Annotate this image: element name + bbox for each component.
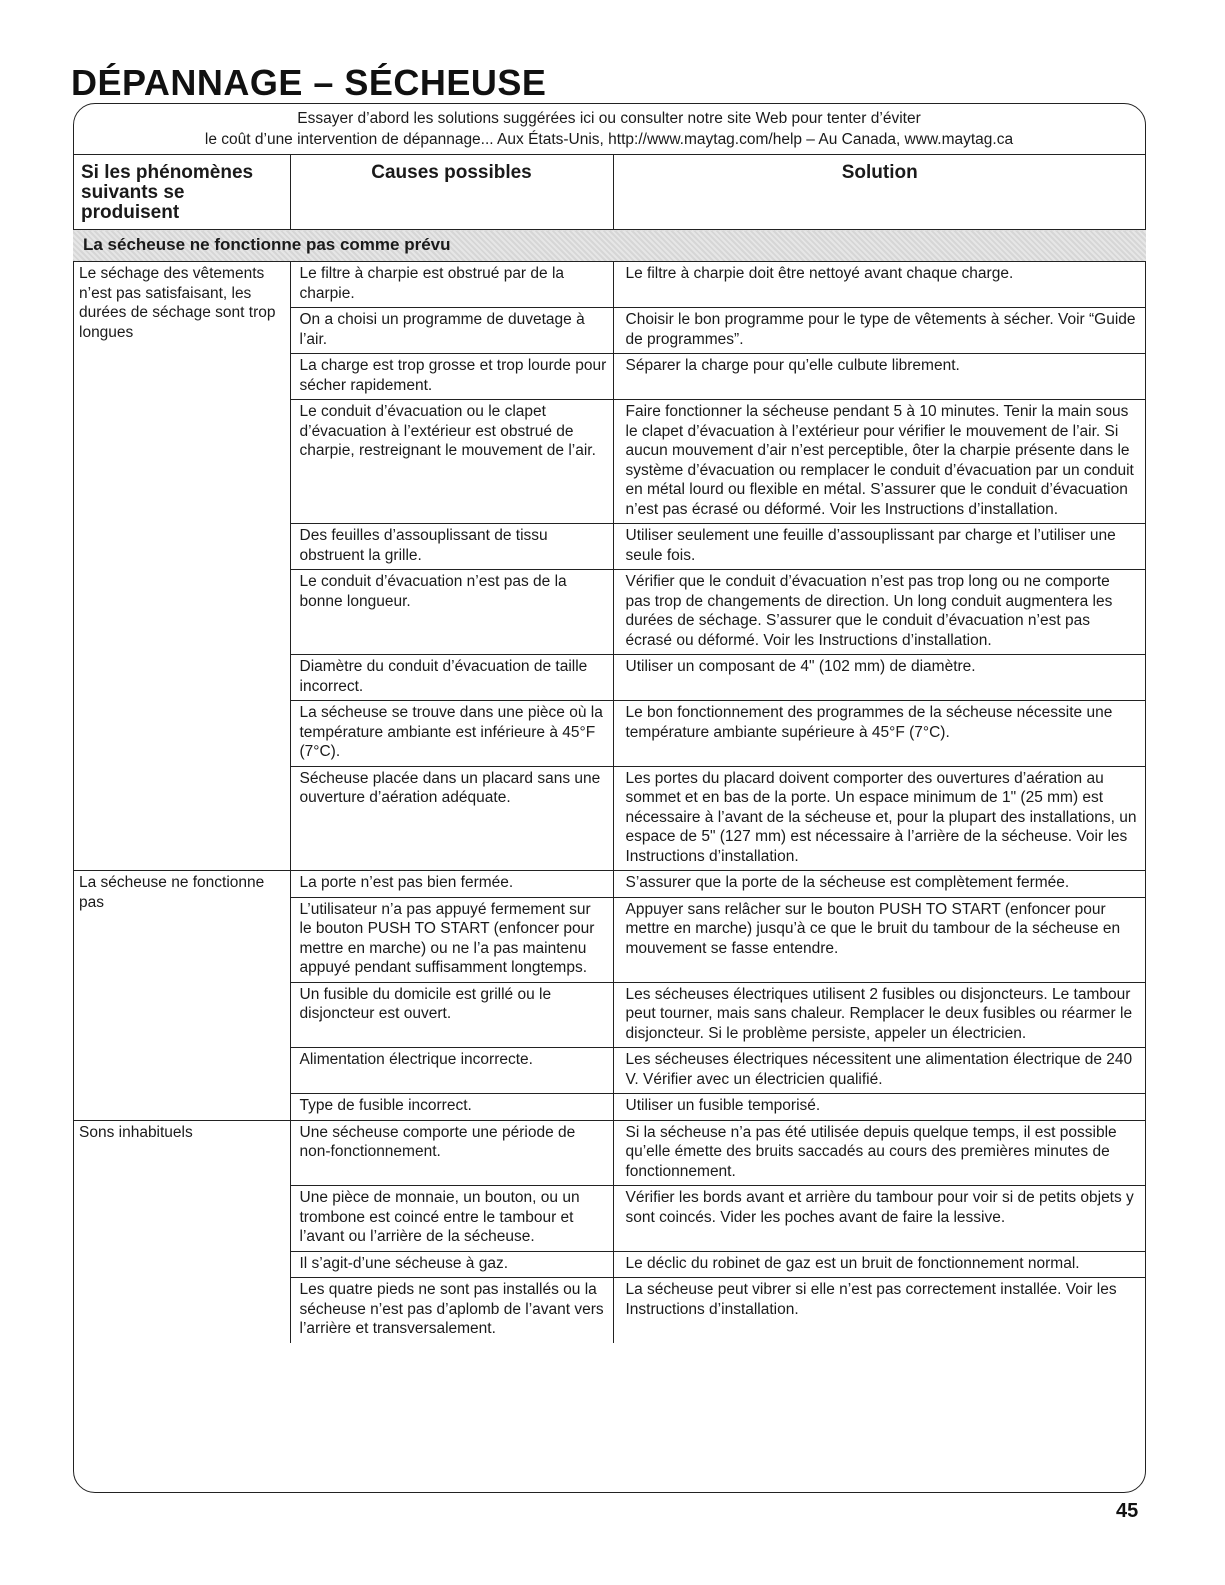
solution-cell: Utiliser un composant de 4" (102 mm) de diamètre. — [613, 655, 1146, 701]
intro-line-1: Essayer d’abord les solutions suggérées ici ou consulter notre site Web pour tenter d’éviter — [297, 110, 921, 127]
cause-cell: Le conduit d’évacuation n’est pas de la bonne longueur. — [290, 570, 613, 655]
cause-cell: On a choisi un programme de duvetage à l’air. — [290, 308, 613, 354]
cause-cell: Un fusible du domicile est grillé ou le disjoncteur est ouvert. — [290, 982, 613, 1048]
cause-cell: Les quatre pieds ne sont pas installés ou la sécheuse n’est pas d’aplomb de l’avant vers l’arrière et transversalement. — [290, 1278, 613, 1343]
solution-cell: Utiliser seulement une feuille d’assouplissant par charge et l’utiliser une seule fois. — [613, 524, 1146, 570]
cause-cell: Type de fusible incorrect. — [290, 1094, 613, 1121]
intro-text — [75, 108, 1143, 150]
section-banner-row — [73, 230, 1146, 262]
symptom-cell: Sons inhabituels — [73, 1120, 290, 1343]
cause-cell: Une pièce de monnaie, un bouton, ou un trombone est coincé entre le tambour et l’avant ou l’arrière de la sécheuse. — [290, 1186, 613, 1252]
solution-cell: Le bon fonctionnement des programmes de la sécheuse nécessite une température ambiante supérieure à 45°F (7°C). — [613, 701, 1146, 767]
symptom-cell: La sécheuse ne fonctionne pas — [73, 871, 290, 1121]
solution-cell: Choisir le bon programme pour le type de vêtements à sécher. Voir “Guide de programmes”. — [613, 308, 1146, 354]
solution-cell: Les portes du placard doivent comporter des ouvertures d’aération au sommet et en bas de la porte. Un espace minimum de 1" (25 mm) est nécessaire à l’avant de la sécheuse et, pour la plupart des installations, un espace de 5" (127 mm) est nécessaire à l’arrière de la sécheuse. Voir les Instructions d’installation. — [613, 766, 1146, 871]
cause-cell: Sécheuse placée dans un placard sans une ouverture d’aération adéquate. — [290, 766, 613, 871]
cause-cell: Diamètre du conduit d’évacuation de taille incorrect. — [290, 655, 613, 701]
cause-cell: L’utilisateur n’a pas appuyé fermement sur le bouton PUSH TO START (enfoncer pour mettre en marche) ou ne l’a pas maintenu appuyé pendant suffisamment longtemps. — [290, 897, 613, 982]
solution-cell: Si la sécheuse n’a pas été utilisée depuis quelque temps, il est possible qu’elle émette des bruits saccadés au cours des premières minutes de fonctionnement. — [613, 1120, 1146, 1186]
table-row — [73, 871, 1146, 898]
solution-cell: Vérifier que le conduit d’évacuation n’est pas trop long ou ne comporte pas trop de changements de direction. Un long conduit augmentera les durées de séchage. S’assurer que le conduit d’évacuation n’est pas écrasé ou déformé. Voir les Instructions d’installation. — [613, 570, 1146, 655]
section-title: La sécheuse ne fonctionne pas comme prévu — [73, 230, 1146, 262]
header-cause: Causes possibles — [290, 155, 613, 230]
cause-cell: Une sécheuse comporte une période de non-fonctionnement. — [290, 1120, 613, 1186]
solution-cell: Faire fonctionner la sécheuse pendant 5 à 10 minutes. Tenir la main sous le clapet d’évacuation à l’extérieur pour vérifier le mouvement de l’air. Si aucun mouvement d’air n’est perceptible, ôter la charpie présente dans le système d’évacuation ou remplacer le conduit d’évacuation par un conduit en métal lourd ou flexible en métal. S’assurer que le conduit d’évacuation n’est pas écrasé ou déformé. Voir les Instructions d’installation. — [613, 400, 1146, 524]
page-number: 45 — [1116, 1500, 1139, 1522]
cause-cell: Le conduit d’évacuation ou le clapet d’évacuation à l’extérieur est obstrué de charpie, restreignant le mouvement de l’air. — [290, 400, 613, 524]
cause-cell: La sécheuse se trouve dans une pièce où la température ambiante est inférieure à 45°F (7°C). — [290, 701, 613, 767]
solution-cell: S’assurer que la porte de la sécheuse est complètement fermée. — [613, 871, 1146, 898]
solution-cell: Le filtre à charpie doit être nettoyé avant chaque charge. — [613, 262, 1146, 308]
solution-cell: Les sécheuses électriques utilisent 2 fusibles ou disjoncteurs. Le tambour peut tourner, mais sans chaleur. Remplacer le deux fusibles ou réarmer le disjoncteur. Si le problème persiste, appeler un électricien. — [613, 982, 1146, 1048]
solution-cell: Utiliser un fusible temporisé. — [613, 1094, 1146, 1121]
table-body — [73, 230, 1146, 1343]
header-solution: Solution — [613, 155, 1146, 230]
troubleshooting-table — [73, 154, 1146, 1343]
table-row — [73, 1120, 1146, 1186]
solution-cell: La sécheuse peut vibrer si elle n’est pas correctement installée. Voir les Instructions d’installation. — [625, 1281, 1117, 1318]
cause-cell: La charge est trop grosse et trop lourde pour sécher rapidement. — [290, 354, 613, 400]
header-row — [73, 155, 1146, 230]
solution-cell: Appuyer sans relâcher sur le bouton PUSH TO START (enfoncer pour mettre en marche) jusqu’à ce que le bruit du tambour de la sécheuse en mouvement se fasse entendre. — [613, 897, 1146, 982]
cause-cell: La porte n’est pas bien fermée. — [290, 871, 613, 898]
cause-cell: Alimentation électrique incorrecte. — [290, 1048, 613, 1094]
symptom-cell: Le séchage des vêtements n’est pas satisfaisant, les durées de séchage sont trop longues — [73, 262, 290, 871]
header-symptom: Si les phénomènes suivants se produisent — [73, 155, 290, 230]
cause-cell: Le filtre à charpie est obstrué par de la charpie. — [290, 262, 613, 308]
solution-cell: Séparer la charge pour qu’elle culbute librement. — [613, 354, 1146, 400]
intro-line-2: le coût d’une intervention de dépannage... Aux États-Unis, http://www.maytag.com/help – Au Canada, www.maytag.ca — [204, 131, 1014, 148]
cause-cell: Des feuilles d’assouplissant de tissu obstruent la grille. — [290, 524, 613, 570]
page-title: DÉPANNAGE – SÉCHEUSE — [71, 62, 547, 103]
solution-cell: Vérifier les bords avant et arrière du tambour pour voir si de petits objets y sont coincés. Vider les poches avant de faire la lessive. — [613, 1186, 1146, 1252]
table-row — [73, 262, 1146, 308]
cause-cell: Il s’agit-d’une sécheuse à gaz. — [290, 1251, 613, 1278]
solution-cell: Les sécheuses électriques nécessitent une alimentation électrique de 240 V. Vérifier avec un électricien qualifié. — [613, 1048, 1146, 1094]
solution-cell: Le déclic du robinet de gaz est un bruit de fonctionnement normal. — [613, 1251, 1146, 1278]
